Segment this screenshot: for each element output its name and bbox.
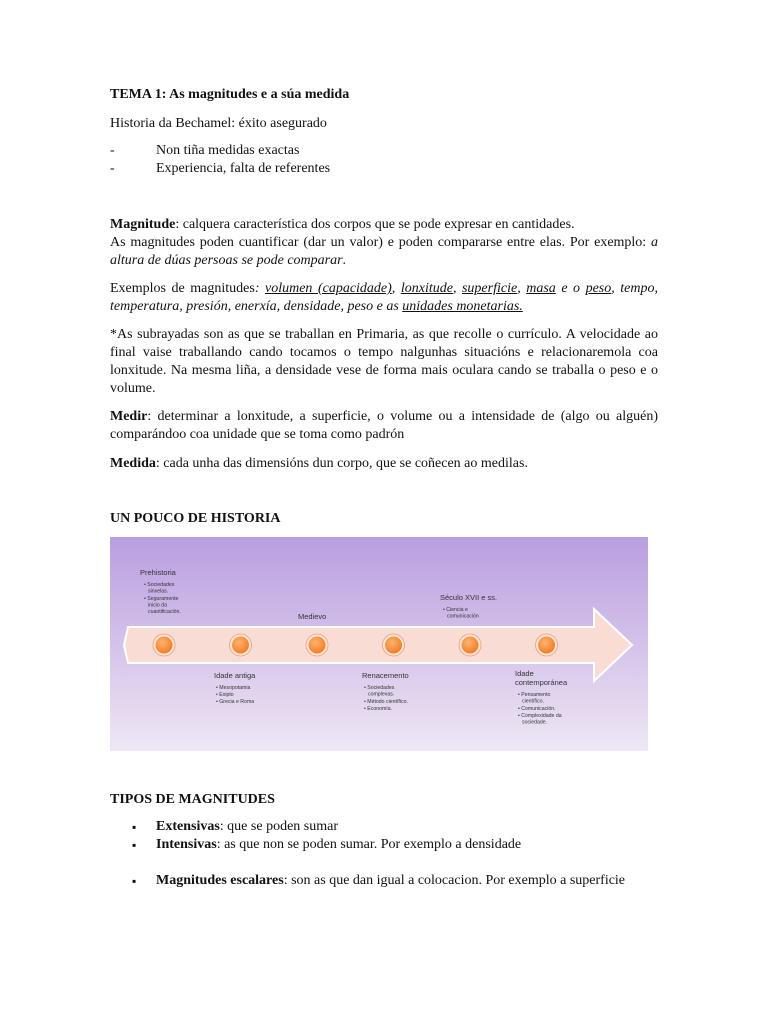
term-medir: Medir (110, 409, 148, 424)
timeline-top-item (298, 612, 326, 621)
magnitude-example: a altura de dúas persoas se pode comparar (110, 235, 658, 268)
square-bullet-icon: ▪ (132, 820, 137, 834)
intro-list (110, 142, 658, 178)
timeline-dot (156, 637, 173, 654)
magnitude-definition: Magnitude: calquera característica dos corpos que se pode expresar en cantidades. As magnitudes poden cuantificar (dar un valor) e poden compararse entre elas. Por exemplo: a altura de dúas persoas se pode comparar. (110, 217, 658, 268)
timeline-label: contemporánea (515, 678, 568, 687)
types-list-2 (110, 872, 658, 890)
timeline-bullet: complexas. (368, 691, 395, 698)
timeline-bullet: cuantificación. (148, 609, 181, 615)
timeline-bullet: • Ciencia e (443, 607, 468, 613)
timeline-bullet: • Seguramente (144, 596, 179, 602)
square-bullet-icon: ▪ (132, 838, 137, 852)
types-heading: TIPOS DE MAGNITUDES (110, 792, 275, 807)
term-medida: Medida (110, 456, 156, 471)
list-item: - Experiencia, falta de referentes (110, 160, 658, 178)
timeline-bullet: • Grecia e Roma (216, 699, 255, 705)
timeline-dot (232, 637, 249, 654)
timeline-label: Medievo (298, 612, 327, 621)
list-item: - Non tiña medidas exactas (110, 142, 658, 160)
timeline-bullet: • Sociedades (144, 582, 175, 588)
timeline-bullet: • Exipto (216, 692, 234, 698)
history-timeline (110, 537, 648, 751)
timeline-bullet: • Economía. (364, 706, 393, 712)
term-magnitude: Magnitude (110, 217, 176, 232)
timeline-bullet: inicio da (148, 602, 168, 609)
timeline-bullet: sinxelas. (148, 588, 169, 595)
list-item: ▪ Magnitudes escalares: son as que dan igual a colocacion. Por exemplo a superficie (132, 873, 626, 888)
square-bullet-icon: ▪ (132, 874, 137, 888)
timeline-bullet: sociedade. (522, 719, 548, 726)
timeline-label: Prehistoria (140, 568, 176, 577)
types-list (110, 818, 658, 854)
subtitle: Historia da Bechamel: éxito asegurado (110, 116, 327, 131)
history-heading: UN POUCO DE HISTORIA (110, 511, 281, 526)
medida-definition: Medida: cada unha das dimensións dun corpo, que se coñecen ao medilas. (110, 456, 528, 471)
list-item: ▪ Extensivas: que se poden sumar (132, 819, 338, 834)
timeline-bullet: • Complexidade da (518, 713, 562, 719)
timeline-bullet: científico. (522, 698, 544, 705)
timeline-dot (385, 637, 402, 654)
medir-definition: Medir: determinar a lonxitude, a superficie, o volume ou a intensidade de (algo ou alguén) comparándoo coa unidade que se toma como padrón (110, 409, 658, 442)
timeline-label: Idade (515, 669, 534, 678)
timeline-bottom-item (214, 671, 256, 705)
timeline-label: Século XVII e ss. (440, 593, 498, 602)
timeline-dot (538, 637, 555, 654)
list-item: ▪ Intensivas: as que non se poden sumar. Por exemplo a densidade (132, 837, 522, 852)
timeline-bullet: • Comunicación. (518, 706, 556, 712)
timeline-dot (462, 637, 479, 654)
timeline-label: Idade antiga (214, 671, 256, 680)
timeline-dot (309, 637, 326, 654)
doc-title: TEMA 1: As magnitudes e a súa medida (110, 87, 350, 102)
timeline-bullet: • Método científico. (364, 699, 408, 705)
curriculum-note: *As subrayadas son as que se traballan en Primaria, as que recolle o currículo. A velocidade ao final vaise traballando cando tocamos o tempo nalgunhas situacións e relacionaremola coa lonxitude. Na mesma liña, a densidade vese de forma mais ocularа cando se traballa o peso e o volume. (110, 327, 658, 396)
timeline-label: Renacemento (362, 671, 409, 680)
timeline-bullet: • Sociedades (364, 685, 395, 691)
timeline-bullet: • Pensamento (518, 692, 551, 698)
timeline-bullet: comunicación (447, 613, 479, 620)
magnitude-examples: Exemplos de magnitudes: volumen (capacidade), lonxitude, superficie, masa e o peso, tempo, temperatura, presión, enerxía, densidade, peso e as unidades monetarias. (110, 281, 659, 314)
timeline-bullet: • Mesopotamia (216, 685, 251, 691)
